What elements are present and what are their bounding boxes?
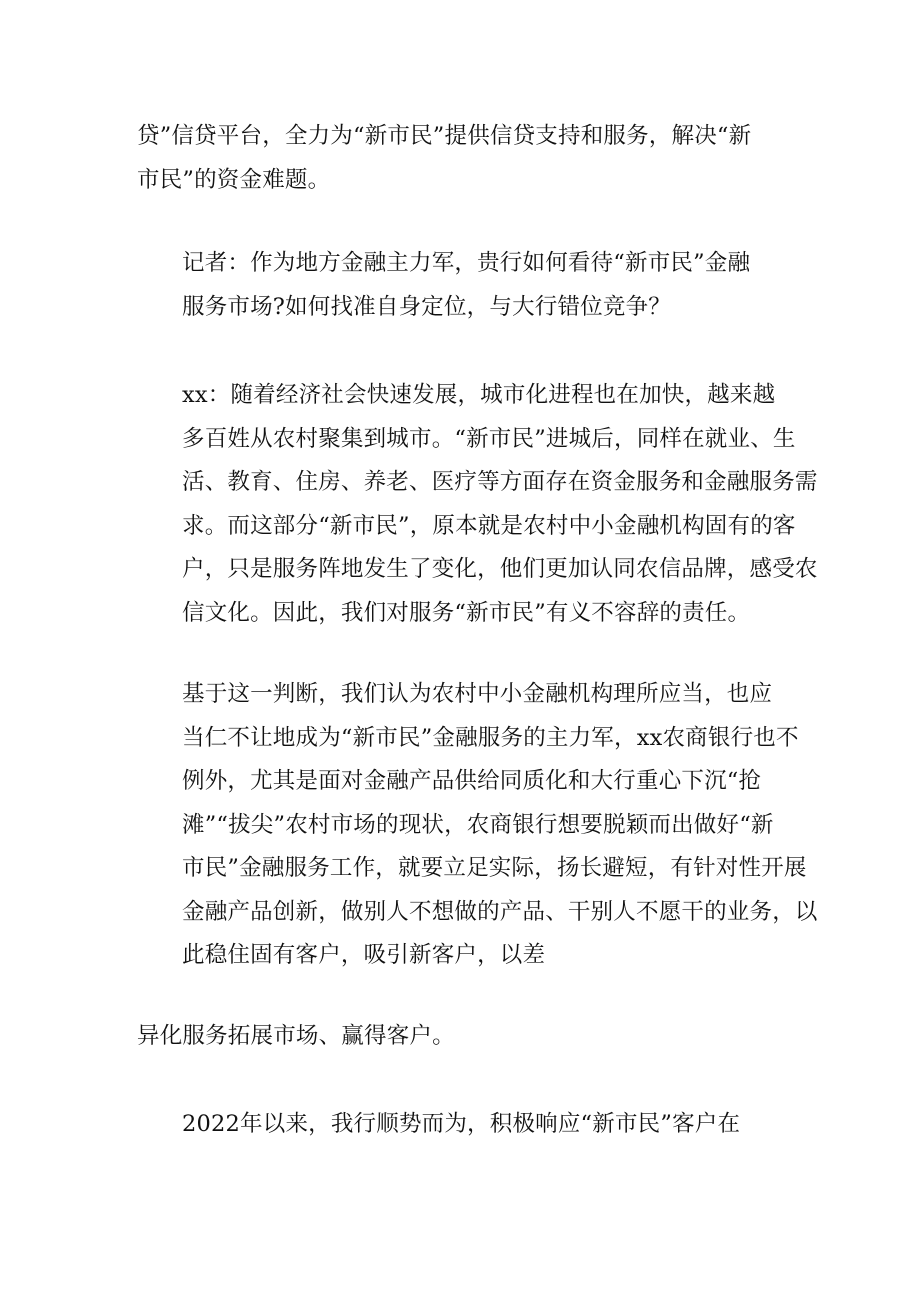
paragraph-4 [137,673,818,978]
paragraph-3-answer [137,374,818,635]
text-line: 当仁不让地成为“新市民”金融服务的主力军，xx农商银行也不 [182,724,799,751]
text-line: 服务市场?如何找准自身定位，与大行错位竞争？ [182,293,671,320]
text-line: 贷”信贷平台，全力为“新市民”提供信贷支持和服务，解决“新 [137,123,752,149]
text-line: 滩”“拔尖”农村市场的现状，农商银行想要脱颖而出做好“新 [182,811,774,838]
paragraph-2-reporter-question [137,242,787,329]
text-line: 求。而这部分“新市民”，原本就是农村中小金融机构固有的客 [182,512,796,539]
text-line: 记者：作为地方金融主力军，贵行如何看待“新市民”金融 [182,250,751,276]
text-line: 金融产品创新，做别人不想做的产品、干别人不愿干的业务，以 [182,898,818,925]
text-line: 活、教育、住房、养老、医疗等方面存在资金服务和金融服务需 [182,469,818,495]
text-line: 户，只是服务阵地发生了变化，他们更加认同农信品牌，感受农 [182,556,818,582]
paragraph-1 [137,115,787,202]
text-line: xx：随着经济社会快速发展，城市化进程也在加快，越来越 [182,382,776,408]
text-line: 市民”金融服务工作，就要立足实际，扬长避短，有针对性开展 [182,855,807,881]
paragraph-5 [137,1015,787,1059]
text-line: 基于这一判断，我们认为农村中小金融机构理所应当，也应 [182,681,773,707]
text-line: 此稳住固有客户，吸引新客户，以差 [182,942,546,968]
text-line: 多百姓从农村聚集到城市。“新市民”进城后，同样在就业、生 [182,425,796,452]
text-line: 市民”的资金难题。 [137,166,331,193]
text-line: 例外，尤其是面对金融产品供给同质化和大行重心下沉“抢 [182,768,762,794]
text-line: 信文化。因此，我们对服务“新市民”有义不容辞的责任。 [182,599,751,626]
text-line: 2022年以来，我行顺势而为，积极响应“新市民”客户在 [182,1111,741,1137]
text-line: 异化服务拓展市场、赢得客户。 [137,1023,455,1049]
paragraph-6 [137,1103,787,1147]
